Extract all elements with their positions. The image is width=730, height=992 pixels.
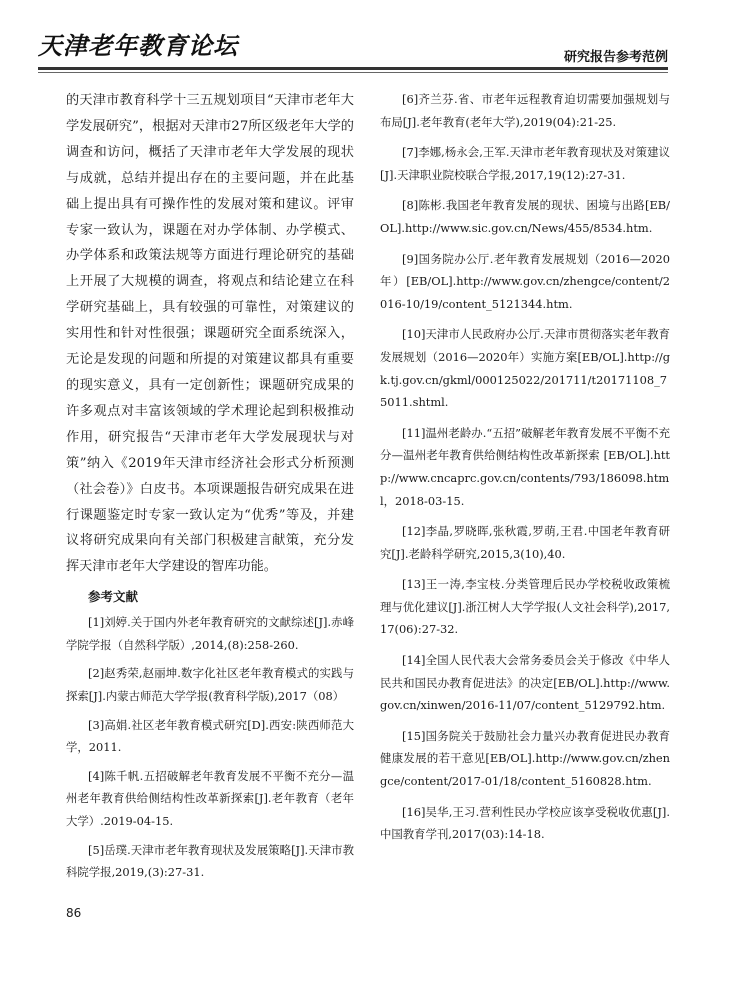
right-column xyxy=(380,88,670,854)
page-number: 86 xyxy=(66,906,82,920)
reference-item: [12]李晶,罗晓晖,张秋霞,罗萌,王君.中国老年教育研究[J].老龄科学研究,2015,3(10),40. xyxy=(380,524,670,561)
header-rule-thick xyxy=(38,67,668,70)
reference-item: [13]王一涛,李宝枝.分类管理后民办学校税收政策梳理与优化建议[J].浙江树人大学学报(人文社会科学),2017,17(06):27-32. xyxy=(380,577,671,637)
reference-item: [3]高娟.社区老年教育模式研究[D].西安:陕西师范大学，2011. xyxy=(66,717,354,755)
header-rule-thin xyxy=(38,72,668,73)
reference-item: [15]国务院关于鼓励社会力量兴办教育促进民办教育健康发展的若干意见[EB/OL].http://www.gov.cn/zhengce/content/2017-01/18/content_5160828.htm. xyxy=(380,728,670,789)
reference-item: [2]赵秀荣,赵丽坤.数字化社区老年教育模式的实践与探索[J].内蒙古师范大学学报(教育科学版),2017（08） xyxy=(66,666,354,703)
reference-item: [9]国务院办公厅.老年教育发展规划（2016—2020年）[EB/OL].http://www.gov.cn/zhengce/content/2016-10/19/content_5121344.htm. xyxy=(380,251,670,311)
reference-item: [16]吴华,王习.营利性民办学校应该享受税收优惠[J].中国教育学刊,2017(03):14-18. xyxy=(380,804,670,842)
reference-item: [8]陈彬.我国老年教育发展的现状、困境与出路[EB/OL].http://www.sic.gov.cn/News/455/8534.htm. xyxy=(380,198,670,235)
section-label: 研究报告参考范例 xyxy=(563,50,668,65)
journal-masthead: 天津老年教育论坛 xyxy=(38,31,238,60)
reference-item: [1]刘婷.关于国内外老年教育研究的文献综述[J].赤峰学院学报（自然科学版）,2014,(8):258-260. xyxy=(66,615,354,652)
references-heading: 参考文献 xyxy=(88,589,139,605)
reference-item: [4]陈千帆.五招破解老年教育发展不平衡不充分—温州老年教育供给侧结构性改革新探索[J].老年教育（老年大学）.2019-04-15. xyxy=(66,768,354,828)
reference-item: [14]全国人民代表大会常务委员会关于修改《中华人民共和国民办教育促进法》的决定[EB/OL].http://www.gov.cn/xinwen/2016-11/07/content_5129792.htm. xyxy=(380,653,670,713)
body-paragraph: 的天津市教育科学十三五规划项目“天津市老年大学发展研究”，根据对天津市27所区级老年大学的调查和访问，概括了天津市老年大学发展的现状与成就，总结并提出存在的主要问题，并在此基础上提出具有可操作性的发展对策和建议。评审专家一致认为，课题在对办学体制、办学模式、办学体系和政策法规等方面进行理论研究的基础上开展了大规模的调查，将观点和结论建立在科学研究基础上，具有较强的可靠性，对策建议的实用性和针对性很强；课题研究全面系统深入，无论是发现的问题和所提的对策建议都具有重要的现实意义，具有一定创新性；课题研究成果的许多观点对丰富该领域的学术理论起到积极推动作用，研究报告“天津市老年大学发展现状与对策”纳入《2019年天津市经济社会形式分析预测（社会卷）》白皮书。本项课题报告研究成果在进行课题鉴定时专家一致认定为“优秀”等及，并建议将研究成果向有关部门积极建言献策，充分发挥天津市老年大学建设的智库功能。 xyxy=(66,93,354,575)
reference-item: [11]温州老龄办.“五招”破解老年教育发展不平衡不充分—温州老年教育供给侧结构性改革新探索 [EB/OL].http://www.cncaprc.gov.cn/contents/793/186098.html，2018-03-15. xyxy=(380,425,670,508)
reference-item: [7]李娜,杨永会,王军.天津市老年教育现状及对策建议[J].天津职业院校联合学报,2017,19(12):27-31. xyxy=(380,145,670,182)
left-column xyxy=(66,88,354,890)
page-header xyxy=(0,0,730,76)
reference-item: [10]天津市人民政府办公厅.天津市贯彻落实老年教育发展规划（2016—2020年）实施方案[EB/OL].http://gk.tj.gov.cn/gkml/000125022/201711/t20171108_75011.shtml. xyxy=(380,327,670,410)
reference-item: [6]齐兰芬.省、市老年远程教育迫切需要加强规划与布局[J].老年教育(老年大学),2019(04):21-25. xyxy=(380,92,670,129)
reference-item: [5]岳璞.天津市老年教育现状及发展策略[J].天津市教科院学报,2019,(3):27-31. xyxy=(66,842,354,880)
